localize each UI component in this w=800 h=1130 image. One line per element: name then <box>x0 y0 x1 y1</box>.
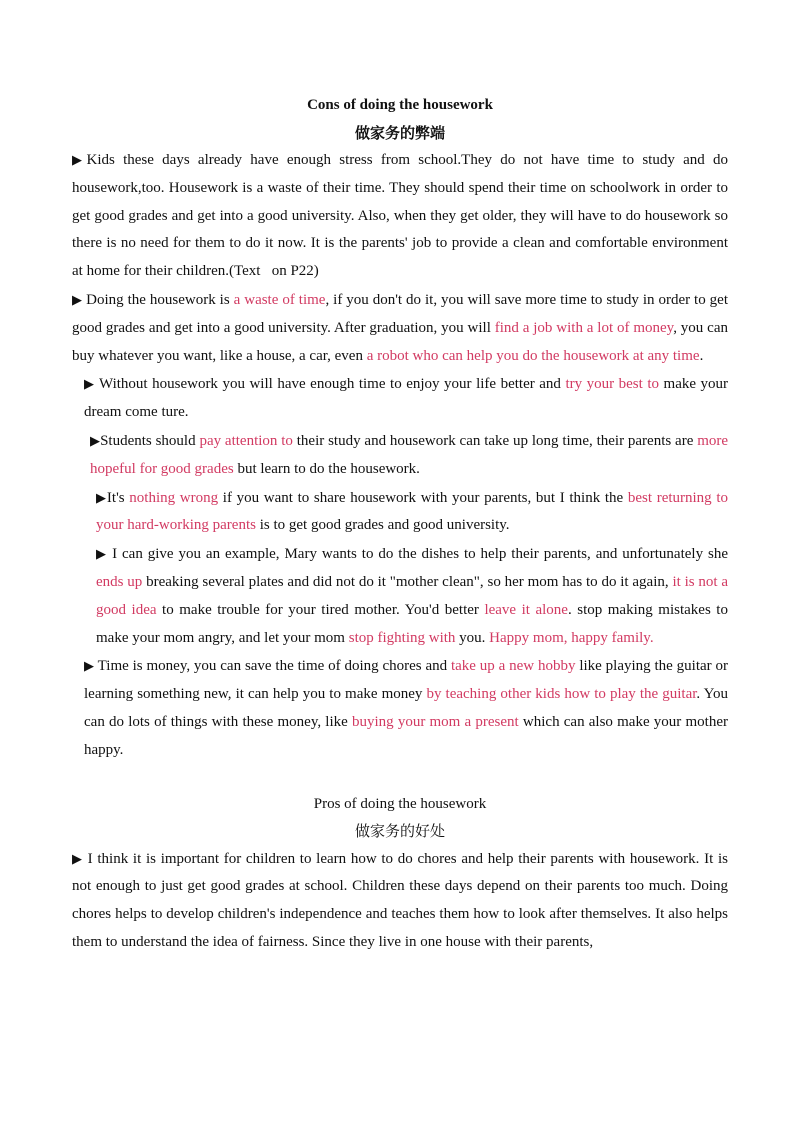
highlighted-phrase: try your best to <box>565 376 659 393</box>
highlighted-phrase: find a job with a lot of money <box>494 319 674 336</box>
cons-paragraph-2: ▶ Doing the housework is a waste of time, if you don't do it, you will save more time to study in order to get good grades and get into a good university. After graduation, you will find a job with a lot of money, you can buy whatever you want, like a house, a car, even a robot who can help you do the housework at any time. <box>72 291 728 364</box>
bullet-triangle-icon: ▶ <box>84 376 95 392</box>
bullet-triangle-icon: ▶ <box>90 432 101 448</box>
pros-title-en: Pros of doing the housework <box>313 795 487 812</box>
bullet-triangle-icon: ▶ <box>96 489 107 505</box>
highlighted-phrase: it is not a good idea <box>96 573 728 618</box>
cons-paragraph-5: ▶It's nothing wrong if you want to share housework with your parents, but I think the best returning to your hard-working parents is to get good grades and good university. <box>96 489 729 534</box>
cons-paragraph-6: ▶ I can give you an example, Mary wants to do the dishes to help their parents, and unfortunately she ends up breaking several plates and did not do it "mother clean", so her mom has to do it again, it is not a good idea to make trouble for your tired mother. You'd better leave it alone. stop making mistakes to make your mom angry, and let your mom stop fighting with you. Happy mom, happy family. <box>96 546 728 646</box>
bullet-triangle-icon: ▶ <box>96 546 108 562</box>
highlighted-phrase: more hopeful for good grades <box>90 432 729 477</box>
highlighted-phrase: a robot who can help you do the housework at any time <box>366 347 700 364</box>
highlighted-phrase: best returning to your hard-working parents <box>96 489 729 534</box>
bullet-triangle-icon: ▶ <box>84 658 95 674</box>
cons-title-zh: 做家务的弊端 <box>354 124 445 142</box>
highlighted-phrase: nothing wrong <box>129 489 219 506</box>
section-spacer <box>72 765 728 791</box>
pros-paragraph-1: ▶ I think it is important for children to learn how to do chores and help their parents with housework. It is not enough to just get good grades at school. Children these days depend on their parents too much. Doing chores helps to develop children's independence and teaches them how to look after themselves. It also helps them to understand the idea of fairness. Since they live in one house with their parents, <box>72 850 728 950</box>
pros-title-zh: 做家务的好处 <box>354 821 445 840</box>
cons-paragraph-1: ▶Kids these days already have enough stress from school.They do not have time to study and do housework,too. Housework is a waste of their time. They should spend their time on schoolwork in order to get good grades and get into a good university. Also, when they get older, they will have to do housework so there is no need for them to do it now. It is the parents' job to provide a clean and comfortable environment at home for their children.(Text on P22) <box>72 152 728 280</box>
bullet-triangle-icon: ▶ <box>72 850 83 866</box>
highlighted-phrase: ends up <box>96 573 143 590</box>
bullet-triangle-icon: ▶ <box>72 152 87 167</box>
highlighted-phrase: a waste of time <box>233 291 326 308</box>
highlighted-phrase: leave it alone <box>484 601 568 618</box>
highlighted-phrase: buying your mom a present <box>351 713 519 730</box>
cons-paragraph-3: ▶ Without housework you will have enough time to enjoy your life better and try your best to make your dream come ture. <box>84 376 729 421</box>
bullet-triangle-icon: ▶ <box>72 291 83 307</box>
cons-paragraph-7: ▶ Time is money, you can save the time of doing chores and take up a new hobby like playing the guitar or learning something new, it can help you to make money by teaching other kids how to play the guitar. You can do lots of things with these money, like buying your mom a present which can also make your mother happy. <box>84 658 729 758</box>
highlighted-phrase: stop fighting with <box>348 629 456 646</box>
highlighted-phrase: pay attention to <box>199 432 293 449</box>
highlighted-phrase: by teaching other kids how to play the guitar <box>426 686 697 703</box>
cons-title-en: Cons of doing the housework <box>307 97 493 113</box>
highlighted-phrase: take up a new hobby <box>450 658 576 675</box>
highlighted-phrase: Happy mom, happy family <box>489 629 650 646</box>
document-page <box>72 94 728 957</box>
cons-paragraph-4: ▶Students should pay attention to their study and housework can take up long time, their parents are more hopeful for good grades but learn to do the housework. <box>90 432 729 477</box>
